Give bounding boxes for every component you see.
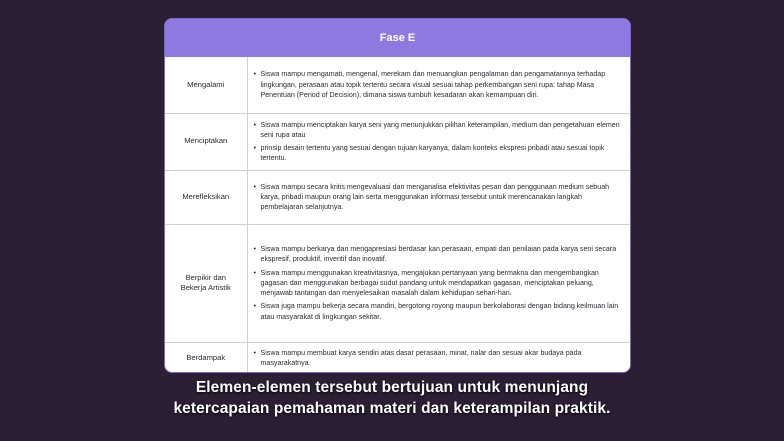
table-row (165, 342, 630, 373)
row-label-menciptakan: Menciptakan (165, 113, 247, 170)
list-item: • Siswa mampu menggunakan kreativitasnya, mengajukan pertanyaan yang bermakna dan mengembangkan gagasan dan menggunakan berbagai sudut pandang untuk mendapatkan gagasan, menciptakan peluang, menjawab tantangan dan menyelesaikan masalah dalam kehidupan sehari-hari. (254, 268, 625, 299)
list-item: • Siswa mampu membuat karya sendiri atas dasar perasaan, minat, nalar dan sesuai akar budaya pada masyarakatnya. (254, 348, 625, 368)
list-item: • Siswa mampu mengamati, mengenal, merekam dan menuangkan pengalaman dan pengamatannya terhadap lingkungan, perasaan atau topik tertentu secara visual sesuai tahap perkembangan seni rupa: tahap Masa Penentuan (Period of Decision), dimana siswa tumbuh kesadaran akan kemampuan diri. (254, 69, 625, 100)
list-item: • Siswa mampu secara kritis mengevaluasi dan menganalisa efektivitas pesan dan penggunaan medium sebuah karya, pribadi maupun orang lain serta menggunakan informasi tersebut untuk merencanakan langkah pembelajaran selanjutnya. (254, 182, 625, 213)
competency-table (165, 57, 630, 373)
video-subtitle (0, 377, 784, 419)
list-item: • Siswa mampu berkarya dan mengapresiasi berdasar kan perasaan, empati dan penilaian pada karya seni secara ekspresif, produktif, inventif dan inovatif. (254, 244, 625, 264)
fase-e-table-card (164, 18, 631, 373)
list-item: • prinsip desain tertentu yang sesuai dengan tujuan karyanya, dalam konteks ekspresi pribadi atau sesuai topik tertentu. (254, 143, 625, 163)
subtitle-line: Elemen-elemen tersebut bertujuan untuk menunjang (195, 379, 589, 396)
table-row (165, 57, 630, 113)
row-desc-mengalami (247, 57, 630, 113)
subtitle-line: ketercapaian pemahaman materi dan keterampilan praktik. (173, 400, 611, 417)
table-row (165, 170, 630, 224)
row-label-line: Bekerja Artistik (180, 283, 231, 292)
row-desc-berdampak (247, 342, 630, 373)
table-header (165, 19, 630, 57)
list-item: • Siswa mampu menciptakan karya seni yang menunjukkan pilihan keterampilan, medium dan pengetahuan elemen seni rupa atau (254, 120, 625, 140)
row-label-berdampak: Berdampak (165, 342, 247, 373)
row-label-berpikir-bekerja-artistik (165, 224, 247, 342)
row-desc-menciptakan (247, 113, 630, 170)
table-row (165, 224, 630, 342)
row-label-merefleksikan: Merefleksikan (165, 170, 247, 224)
row-desc-berpikir-bekerja-artistik (247, 224, 630, 342)
table-header-title: Fase E (379, 32, 416, 44)
table-row (165, 113, 630, 170)
row-desc-merefleksikan (247, 170, 630, 224)
list-item: • Siswa juga mampu bekerja secara mandiri, bergotong royong maupun berkolaborasi dengan bidang keilmuan lain atau masyarakat di lingkungan sekitar. (254, 301, 625, 321)
row-label-line: Berpikir dan (185, 272, 227, 282)
row-label-mengalami: Mengalami (165, 57, 247, 113)
